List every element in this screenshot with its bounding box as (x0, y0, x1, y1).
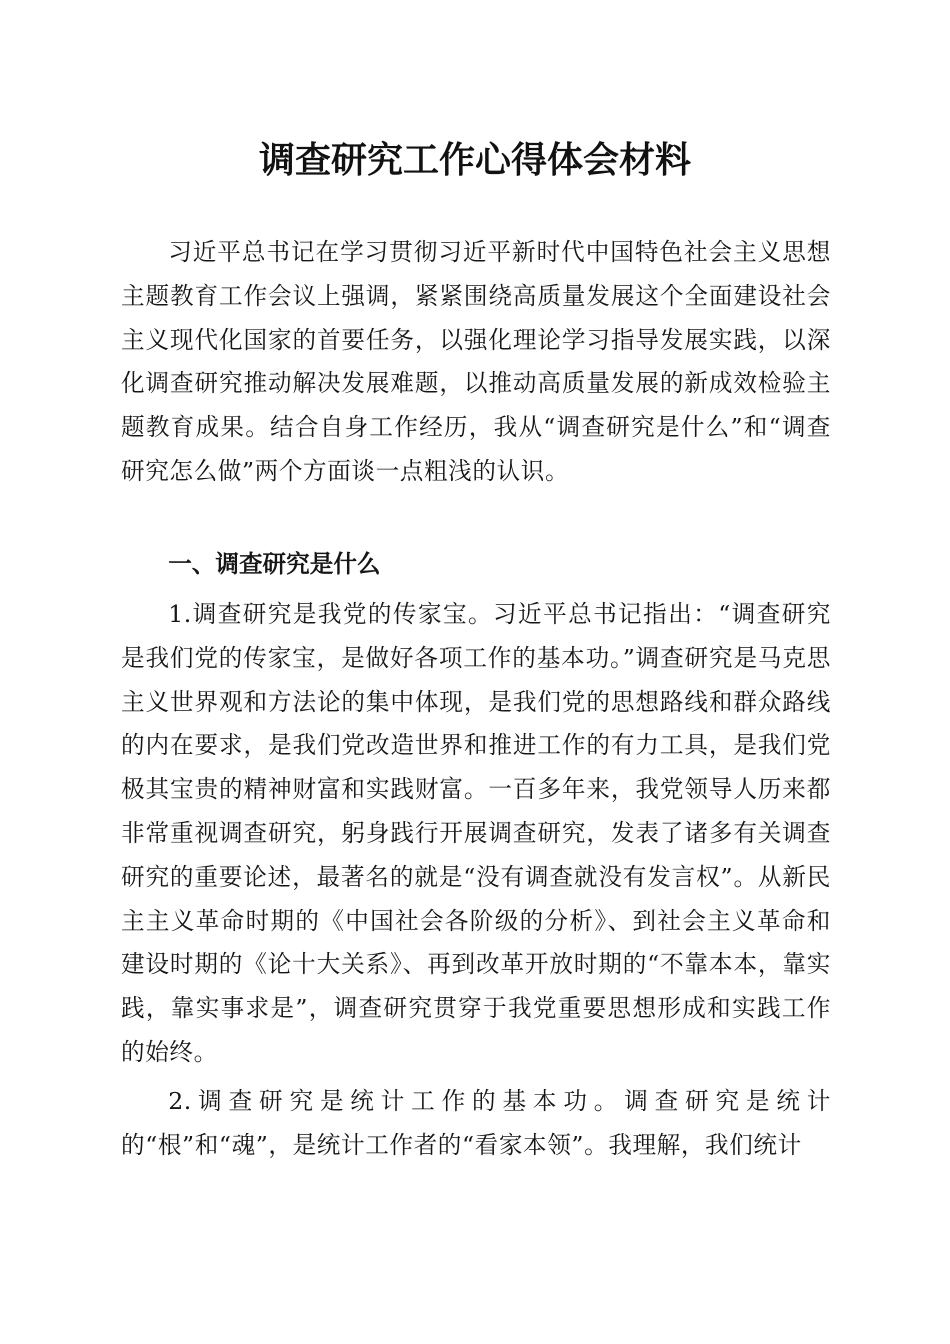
section-item-2 (121, 1080, 831, 1168)
section-heading: 一、调查研究是什么 (168, 550, 381, 578)
section-item-1 (121, 593, 831, 1075)
paragraph-text: 2.调查研究是统计工作的基本功。调查研究是统计的“根”和“魂”，是统计工作者的“看家本领”。我理解，我们统计 (121, 1087, 831, 1159)
paragraph-text: 1.调查研究是我党的传家宝。习近平总书记指出：“调查研究是我们党的传家宝，是做好各项工作的基本功。”调查研究是马克思主义世界观和方法论的集中体现，是我们党的思想路线和群众路线的内在要求，是我们党改造世界和推进工作的有力工具，是我们党极其宝贵的精神财富和实践财富。一百多年来，我党领导人历来都非常重视调查研究，躬身践行开展调查研究，发表了诸多有关调查研究的重要论述，最著名的就是“没有调查就没有发言权”。从新民主主义革命时期的《中国社会各阶级的分析》、到社会主义革命和建设时期的《论十大关系》、再到改革开放时期的“不靠本本，靠实践，靠实事求是”，调查研究贯穿于我党重要思想形成和实践工作的始终。 (121, 600, 831, 1066)
document-title: 调查研究工作心得体会材料 (258, 139, 691, 181)
intro-paragraph (121, 231, 831, 494)
paragraph-text: 习近平总书记在学习贯彻习近平新时代中国特色社会主义思想主题教育工作会议上强调，紧紧围绕高质量发展这个全面建设社会主义现代化国家的首要任务，以强化理论学习指导发展实践，以深化调查研究推动解决发展难题，以推动高质量发展的新成效检验主题教育成果。结合自身工作经历，我从“调查研究是什么”和“调查研究怎么做”两个方面谈一点粗浅的认识。 (121, 238, 831, 485)
